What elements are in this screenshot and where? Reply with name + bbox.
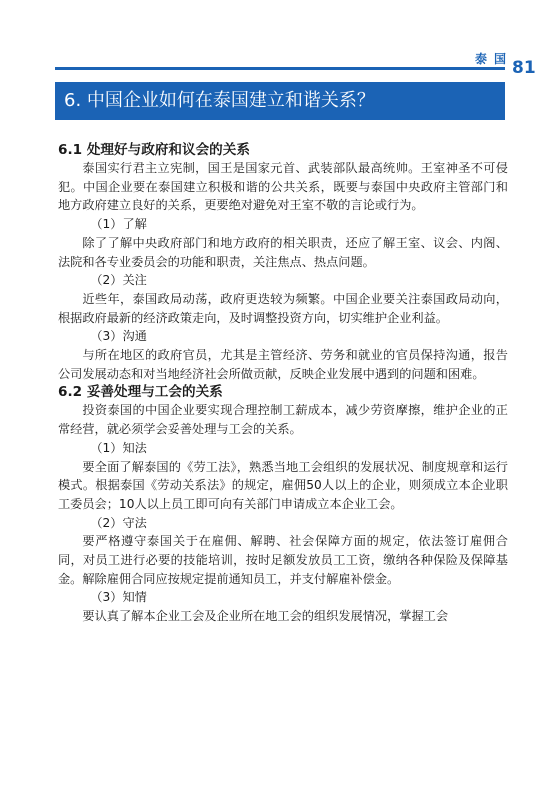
- item-label: （3）知情: [90, 590, 147, 605]
- item-text: 要认真了解本企业工会及企业所在地工会的组织发展情况，掌握工会: [82, 609, 449, 624]
- item-text: 近些年，泰国政局动荡，政府更迭较为频繁。中国企业要关注泰国政局动向，根据政府最新的经济政策走向，及时调整投资方向，切实维护企业利益。: [58, 291, 508, 325]
- item-label: （3）沟通: [90, 329, 147, 344]
- chapter-title: 6. 中国企业如何在泰国建立和谐关系？: [55, 82, 505, 120]
- section-heading-6-1: 6.1 处理好与政府和议会的关系: [58, 142, 250, 158]
- item-text: 要严格遵守泰国关于在雇佣、解聘、社会保障方面的规定，依法签订雇佣合同，对员工进行必要的技能培训，按时足额发放员工工资，缴纳各种保险及保障基金。解除雇佣合同应按规定提前通知员工，并支付解雇补偿金。: [58, 534, 508, 586]
- page-number: 81: [512, 58, 536, 78]
- item-text: 与所在地区的政府官员，尤其是主管经济、劳务和就业的官员保持沟通，报告公司发展动态和对当地经济社会所做贡献，反映企业发展中遇到的问题和困难。: [58, 348, 508, 381]
- item-label: （2）关注: [90, 273, 147, 288]
- section-6-1-intro: 泰国实行君主立宪制，国王是国家元首、武装部队最高统帅。王室神圣不可侵犯。中国企业要在泰国建立积极和谐的公共关系，既要与泰国中央政府主管部门和地方政府建立良好的关系，更要绝对避免对王室不敬的言论或行为。: [58, 161, 508, 213]
- section-6-2-intro: 投资泰国的中国企业要实现合理控制工薪成本，减少劳资摩擦，维护企业的正常经营，就必须学会妥善处理与工会的关系。: [58, 403, 508, 437]
- item-label: （2）守法: [90, 515, 147, 530]
- item-label: （1）知法: [90, 440, 147, 455]
- header-country: 泰国: [475, 52, 514, 66]
- page-content: [58, 141, 508, 626]
- item-label: （1）了解: [90, 217, 147, 232]
- header-rule: [55, 67, 505, 70]
- item-text: 要全面了解泰国的《劳工法》，熟悉当地工会组织的发展状况、制度规章和运行模式。根据泰国《劳动关系法》的规定，雇佣50人以上的企业，则须成立本企业职工委员会；10人以上员工即可向有关部门申请成立本企业工会。: [58, 459, 508, 511]
- section-heading-6-2: 6.2 妥善处理与工会的关系: [58, 384, 223, 401]
- item-text: 除了了解中央政府部门和地方政府的相关职责，还应了解王室、议会、内阁、法院和各专业委员会的功能和职责，关注焦点、热点问题。: [58, 235, 508, 269]
